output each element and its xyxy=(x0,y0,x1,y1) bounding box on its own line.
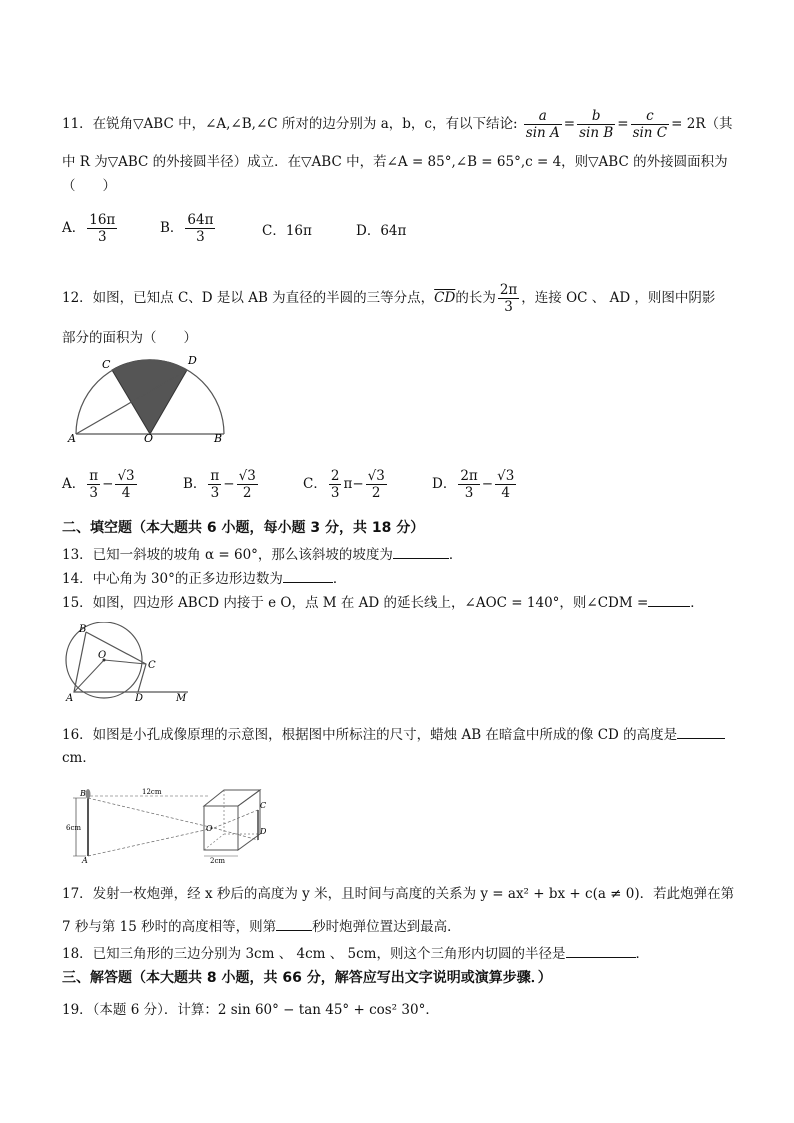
q11-text: 11．在锐角▽ABC 中，∠A,∠B,∠C 所对的边分别为 a，b，c，有以下结论: xyxy=(62,116,518,132)
q11-line2: 中 R 为▽ABC 的外接圆半径）成立．在▽ABC 中，若∠A = 85°,∠B = 65°,c = 4，则▽ABC 的外接圆面积为 xyxy=(62,154,728,170)
q12-label-a: A xyxy=(68,432,76,444)
q15-label-b: B xyxy=(79,624,87,635)
q19-line: 19．（本题 6 分）．计算：2 sin 60° − tan 45° + cos² 30°． xyxy=(62,1002,439,1018)
q12-semicircle-figure xyxy=(64,352,229,444)
q12-shaded-sector xyxy=(112,360,187,434)
q17-line2: 7 秒与第 15 秒时的高度相等，则第 秒时炮弹位置达到最高． xyxy=(62,916,461,937)
q16-label-o: O xyxy=(206,824,213,833)
q16-pinhole-figure xyxy=(66,784,276,864)
q16-label-b: B xyxy=(80,789,86,798)
q11-fraction-b: $\frac{b}{\text{sin B}}$ xyxy=(579,108,614,141)
q15-line: 15．如图，四边形 ABCD 内接于 e O，点 M 在 AD 的延长线上，∠AOC = 140°，则∠CDM = ． xyxy=(62,592,704,613)
q16-answer-blank[interactable] xyxy=(677,724,725,739)
q18-line: 18．已知三角形的三边分别为 3cm 、 4cm 、 5cm，则这个三角形内切圆的半径是 ． xyxy=(62,943,649,964)
q16-label-a: A xyxy=(82,856,88,864)
q11-option-a[interactable]: A． $\frac{16\pi}{3}$ xyxy=(62,212,116,245)
q12-label-d: D xyxy=(188,354,197,367)
q17-line1: 17．发射一枚炮弹，经 x 秒后的高度为 y 米，且时间与高度的关系为 y = ax² + bx + c(a ≠ 0)．若此炮弹在第 xyxy=(62,886,735,902)
q12-arc-cd: $\overline{CD}$ xyxy=(434,290,456,306)
q14-answer-blank[interactable] xyxy=(283,568,333,583)
q15-label-m: M xyxy=(176,693,187,704)
q11-option-d[interactable]: D．64π xyxy=(356,223,407,239)
q16-line1: 16．如图是小孔成像原理的示意图，根据图中所标注的尺寸，蜡烛 AB 在暗盒中所成的像 CD 的高度是 xyxy=(62,724,725,745)
q15-answer-blank[interactable] xyxy=(648,592,690,607)
section-3-heading: 三、解答题（本大题共 8 小题，共 66 分，解答应写出文字说明或演算步骤．） xyxy=(62,970,552,986)
q12-option-a[interactable]: A． $\frac{\pi}{3}$ − $\frac{√3}{4}$ xyxy=(62,468,135,501)
q15-label-a: A xyxy=(66,693,74,704)
q16-label-c: C xyxy=(260,801,267,810)
q12-option-b[interactable]: B． $\frac{\pi}{3}$ − $\frac{√3}{2}$ xyxy=(183,468,256,501)
q14-line: 14．中心角为 30°的正多边形边数为 ． xyxy=(62,568,346,589)
q11-eq-tail: = 2R（其 xyxy=(671,116,733,132)
q11-line1: 11．在锐角▽ABC 中，∠A,∠B,∠C 所对的边分别为 a，b，c，有以下结论: $\frac{a}{\text{sin A}}$ = $\frac{b}{\text{sin B}}$ = $\frac{c}{\text{sin C}}$ = 2R（其 xyxy=(62,108,733,141)
q16-label-d: D xyxy=(260,827,267,836)
q16-line2: cm． xyxy=(62,750,96,766)
q15-circle-figure xyxy=(62,622,194,704)
q11-option-c[interactable]: C．16π xyxy=(262,223,312,239)
q15-label-o: O xyxy=(98,650,107,661)
q15-quadrilateral xyxy=(74,632,146,692)
q16-label-6cm: 6cm xyxy=(66,824,82,832)
q12-line2: 部分的面积为（ ） xyxy=(62,330,197,346)
q12-line1: 12．如图，已知点 C、D 是以 AB 为直径的半圆的三等分点，$\overline{CD}$的长为 $\frac{2\pi}{3}$ ，连接 OC 、 AD ，则图中阴影 xyxy=(62,282,716,315)
q12-label-o: O xyxy=(144,432,154,444)
q12-length-fraction: $\frac{2\pi}{3}$ xyxy=(499,282,518,315)
q15-label-c: C xyxy=(148,660,156,671)
q13-line: 13．已知一斜坡的坡角 α = 60°，那么该斜坡的坡度为 ． xyxy=(62,544,462,565)
section-2-heading: 二、填空题（本大题共 6 小题，每小题 3 分，共 18 分） xyxy=(62,520,425,536)
q11-option-b[interactable]: B． $\frac{64\pi}{3}$ xyxy=(160,212,214,245)
q16-label-12cm: 12cm xyxy=(142,788,162,796)
q11-line3: （ ） xyxy=(62,178,116,194)
q13-answer-blank[interactable] xyxy=(393,544,449,559)
q17-answer-blank[interactable] xyxy=(276,916,312,931)
q11-fraction-c: $\frac{c}{\text{sin C}}$ xyxy=(632,108,668,141)
q12-option-c[interactable]: C． $\frac{2}{3}$ π− $\frac{√3}{2}$ xyxy=(303,468,385,501)
q12-label-b: B xyxy=(214,432,223,444)
q15-label-d: D xyxy=(135,693,144,704)
q16-label-2cm: 2cm xyxy=(210,857,226,864)
q18-answer-blank[interactable] xyxy=(566,943,636,958)
q12-option-d[interactable]: D． $\frac{2\pi}{3}$ − $\frac{√3}{4}$ xyxy=(432,468,515,501)
q12-label-c: C xyxy=(102,358,111,371)
q11-fraction-a: $\frac{a}{\text{sin A}}$ xyxy=(525,108,560,141)
